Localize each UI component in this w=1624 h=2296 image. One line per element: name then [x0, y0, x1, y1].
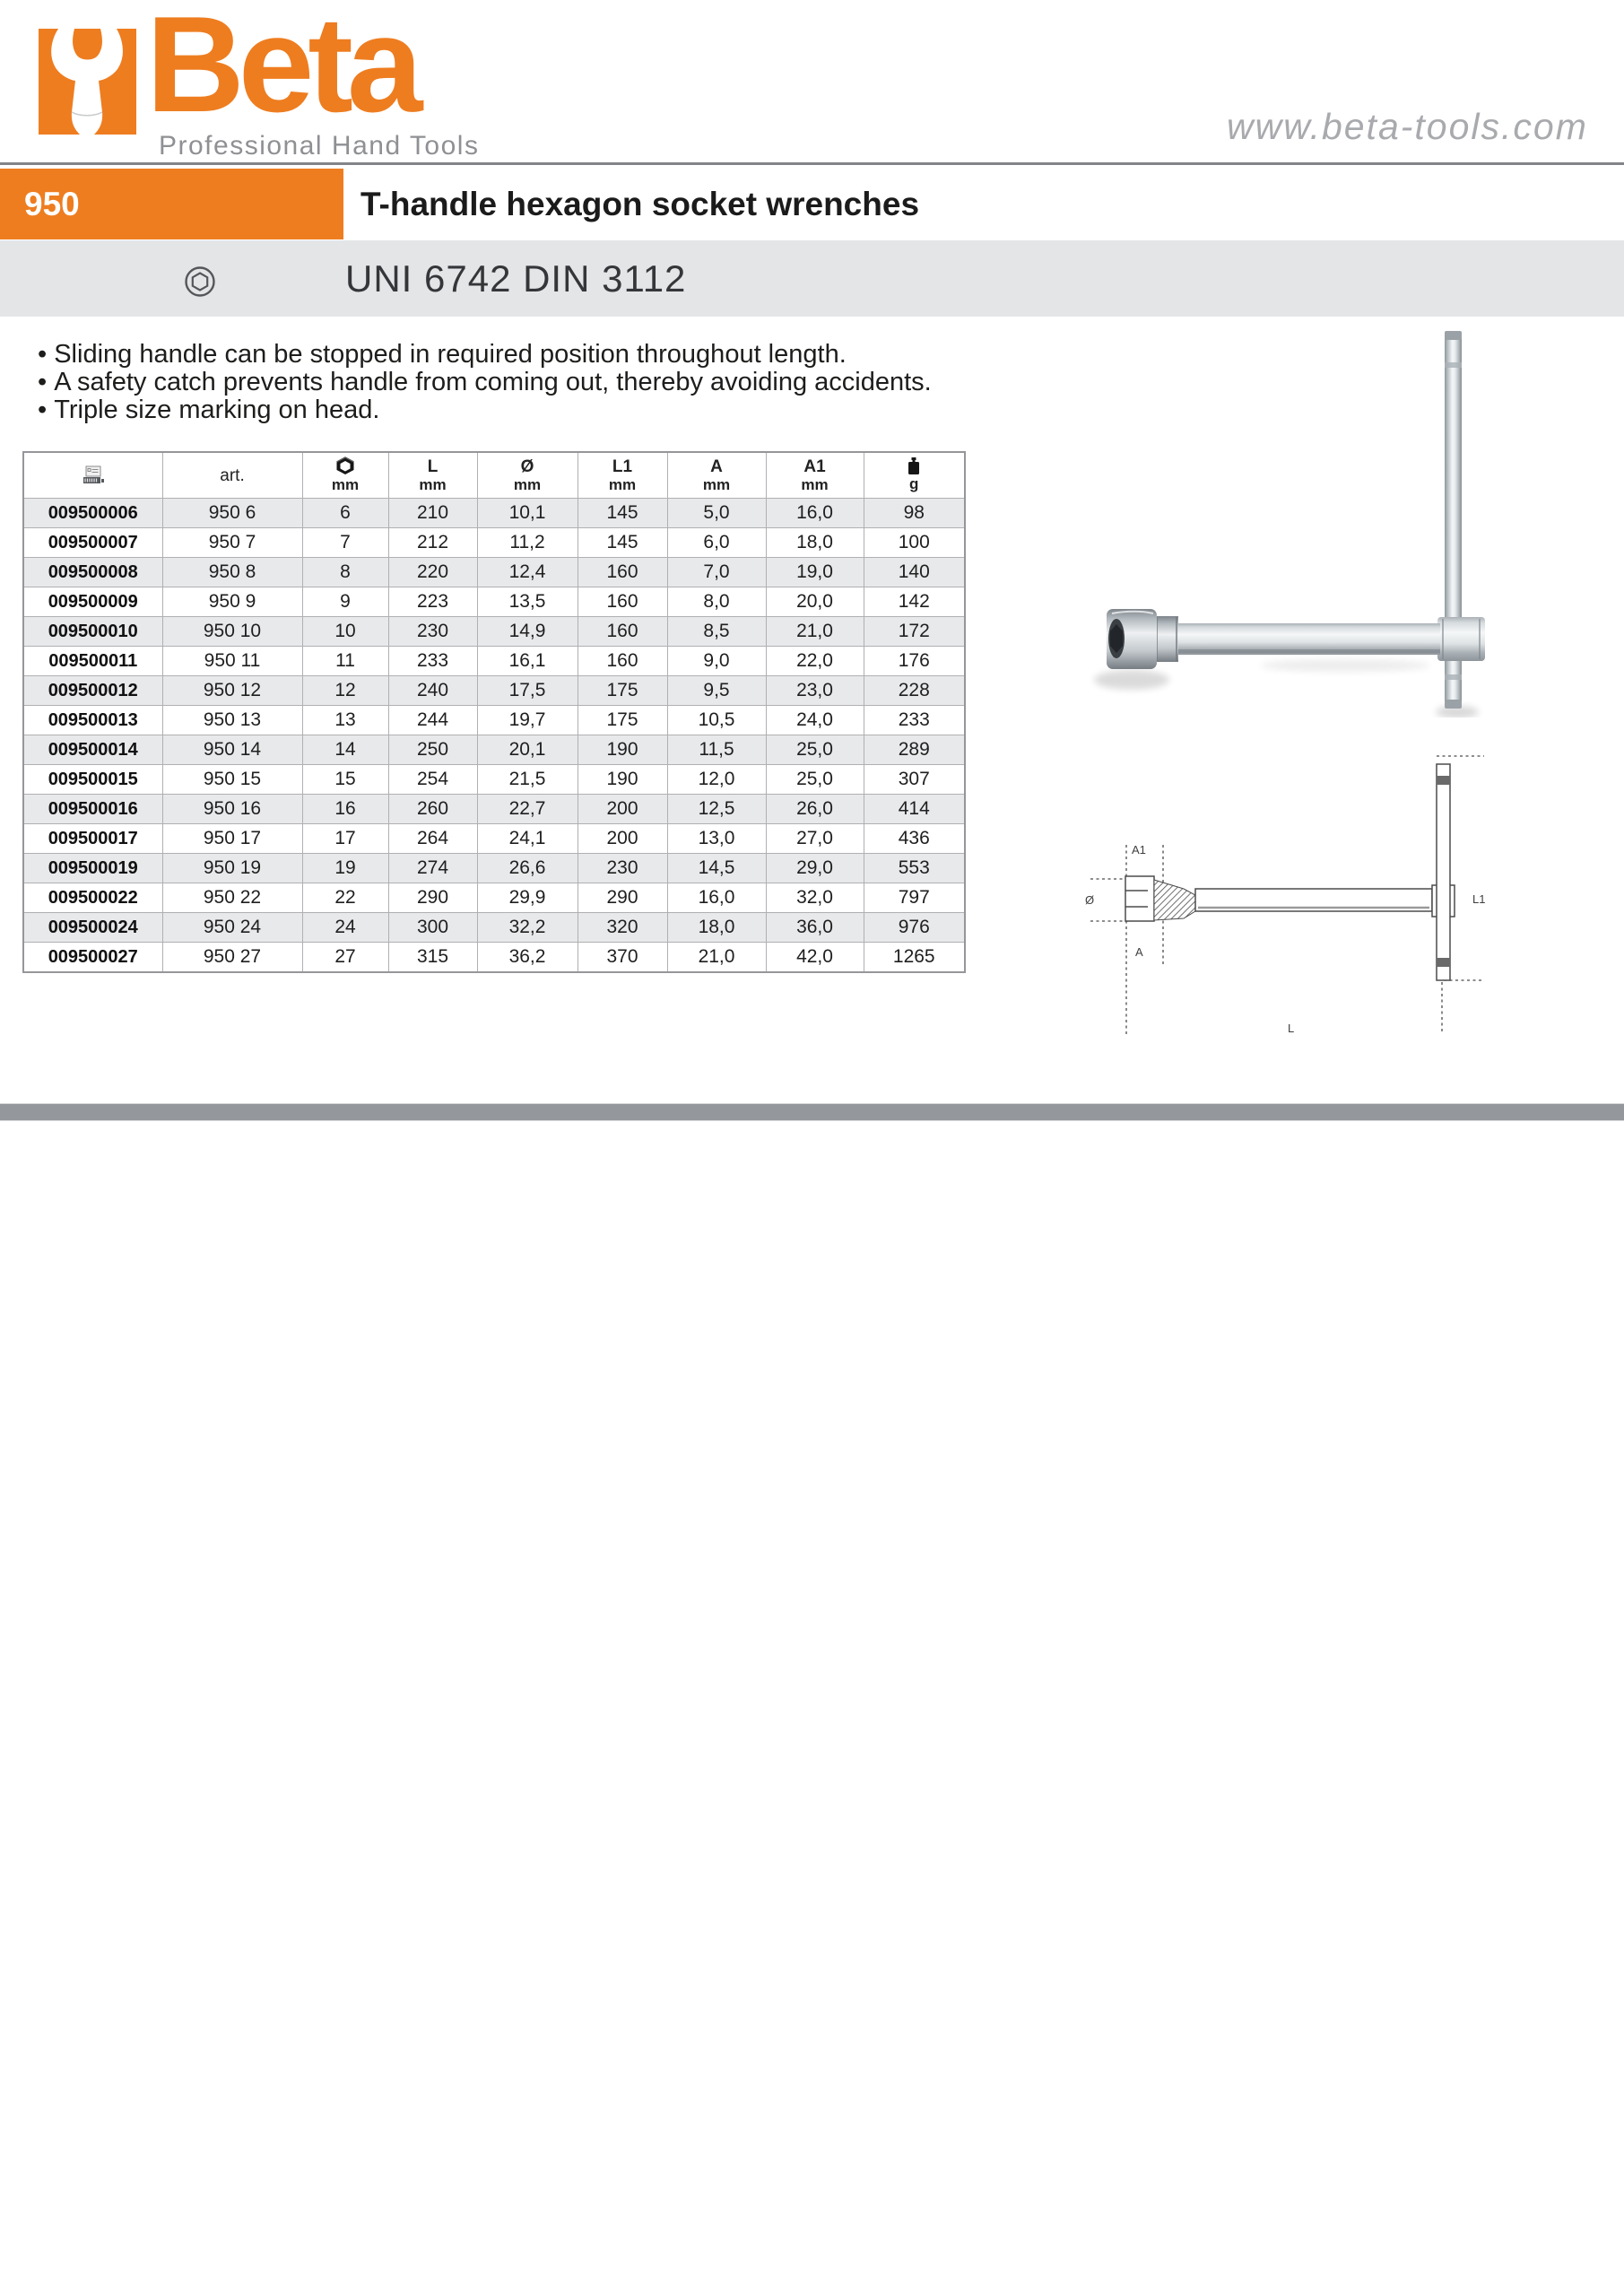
cell-code: 009500012 [23, 676, 162, 706]
feature-item: • A safety catch prevents handle from coming out, thereby avoiding accidents. [38, 369, 932, 396]
table-row [23, 735, 965, 765]
col-unit: mm [419, 475, 447, 493]
cell-value: 5,0 [667, 499, 766, 528]
cell-value: 553 [864, 854, 965, 883]
cell-value: 370 [578, 943, 667, 973]
cell-value: 22 [302, 883, 388, 913]
cell-value: 10 [302, 617, 388, 647]
cell-value: 260 [388, 795, 477, 824]
cell-code: 009500022 [23, 883, 162, 913]
cell-value: 21,5 [477, 765, 578, 795]
hexagon-standard-icon [180, 262, 220, 306]
cell-value: 25,0 [766, 765, 864, 795]
standard-bar [0, 240, 1624, 317]
cell-value: 233 [388, 647, 477, 676]
cell-value: 98 [864, 499, 965, 528]
table-row [23, 558, 965, 587]
cell-value: 10,5 [667, 706, 766, 735]
cell-value: 16,0 [766, 499, 864, 528]
cell-value: 14 [302, 735, 388, 765]
cell-value: 230 [578, 854, 667, 883]
cell-code: 009500013 [23, 706, 162, 735]
cell-value: 24,1 [477, 824, 578, 854]
cell-value: 19,0 [766, 558, 864, 587]
cell-value: 16 [302, 795, 388, 824]
cell-value: 24,0 [766, 706, 864, 735]
cell-value: 175 [578, 706, 667, 735]
col-label: A1 [803, 457, 826, 476]
cell-value: 976 [864, 913, 965, 943]
cell-value: 160 [578, 647, 667, 676]
col-label: L [427, 457, 439, 476]
weight-icon [864, 457, 965, 474]
standard-designation: UNI 6742 DIN 3112 [345, 257, 687, 300]
cell-code: 009500009 [23, 587, 162, 617]
cell-value: 228 [864, 676, 965, 706]
cell-value: 16,1 [477, 647, 578, 676]
cell-value: 950 6 [162, 499, 302, 528]
col-unit: mm [608, 475, 637, 493]
table-row [23, 676, 965, 706]
cell-value: 6,0 [667, 528, 766, 558]
col-unit: mm [513, 475, 542, 493]
cell-value: 19 [302, 854, 388, 883]
cell-value: 160 [578, 558, 667, 587]
cell-value: 950 27 [162, 943, 302, 973]
product-code: 950 [24, 186, 80, 222]
cell-value: 32,0 [766, 883, 864, 913]
cell-value: 230 [388, 617, 477, 647]
cell-value: 27,0 [766, 824, 864, 854]
col-header-art. [162, 452, 302, 499]
brand-tagline: Professional Hand Tools [159, 131, 480, 161]
dim-label-diameter: Ø [1085, 893, 1095, 907]
cell-value: 950 11 [162, 647, 302, 676]
cell-value: 254 [388, 765, 477, 795]
col-unit: mm [331, 476, 360, 493]
header-divider [0, 162, 1624, 165]
col-header-A [667, 452, 766, 499]
table-row [23, 706, 965, 735]
brand-name: Beta [146, 0, 417, 141]
cell-value: 29,0 [766, 854, 864, 883]
cell-value: 7,0 [667, 558, 766, 587]
dim-label-a: A [1135, 945, 1143, 959]
cell-value: 17 [302, 824, 388, 854]
cell-value: 29,9 [477, 883, 578, 913]
cell-value: 950 24 [162, 913, 302, 943]
website-url: www.beta-tools.com [1227, 106, 1588, 147]
cell-value: 9,0 [667, 647, 766, 676]
cell-code: 009500016 [23, 795, 162, 824]
cell-value: 274 [388, 854, 477, 883]
cell-value: 18,0 [766, 528, 864, 558]
cell-value: 950 8 [162, 558, 302, 587]
cell-value: 176 [864, 647, 965, 676]
cell-value: 100 [864, 528, 965, 558]
col-label: A [710, 457, 723, 476]
dim-label-l: L [1288, 1022, 1295, 1035]
cell-value: 26,0 [766, 795, 864, 824]
col-unit: g [909, 475, 919, 492]
cell-value: 11 [302, 647, 388, 676]
col-label: L1 [612, 457, 633, 476]
cell-value: 950 12 [162, 676, 302, 706]
table-row [23, 647, 965, 676]
cell-value: 244 [388, 706, 477, 735]
cell-value: 220 [388, 558, 477, 587]
cell-value: 26,6 [477, 854, 578, 883]
col-header-L [388, 452, 477, 499]
bottom-divider-bar [0, 1103, 1624, 1121]
cell-value: 22,7 [477, 795, 578, 824]
cell-value: 13,0 [667, 824, 766, 854]
table-row [23, 824, 965, 854]
cell-value: 950 9 [162, 587, 302, 617]
cell-value: 436 [864, 824, 965, 854]
col-unit: mm [801, 475, 829, 493]
cell-value: 223 [388, 587, 477, 617]
cell-value: 27 [302, 943, 388, 973]
cell-code: 009500010 [23, 617, 162, 647]
cell-value: 145 [578, 528, 667, 558]
beta-logo [39, 29, 136, 135]
cell-value: 32,2 [477, 913, 578, 943]
cell-value: 190 [578, 765, 667, 795]
dim-label-a1: A1 [1132, 843, 1146, 857]
cell-value: 950 7 [162, 528, 302, 558]
dimension-diagram [1073, 744, 1494, 1040]
cell-value: 9 [302, 587, 388, 617]
cell-value: 21,0 [667, 943, 766, 973]
cell-value: 172 [864, 617, 965, 647]
cell-value: 160 [578, 587, 667, 617]
cell-value: 7 [302, 528, 388, 558]
cell-value: 12 [302, 676, 388, 706]
feature-item: • Triple size marking on head. [38, 396, 932, 424]
col-header-Ø [477, 452, 578, 499]
cell-value: 23,0 [766, 676, 864, 706]
cell-value: 950 14 [162, 735, 302, 765]
cell-code: 009500027 [23, 943, 162, 973]
cell-value: 145 [578, 499, 667, 528]
cell-value: 233 [864, 706, 965, 735]
cell-value: 160 [578, 617, 667, 647]
cell-value: 13 [302, 706, 388, 735]
cell-code: 009500011 [23, 647, 162, 676]
barcode-plate-icon [24, 465, 162, 486]
col-label: Ø [520, 457, 534, 476]
product-code-bar [0, 169, 343, 239]
cell-value: 307 [864, 765, 965, 795]
cell-code: 009500015 [23, 765, 162, 795]
cell-code: 009500008 [23, 558, 162, 587]
cell-value: 20,1 [477, 735, 578, 765]
page-title: T-handle hexagon socket wrenches [360, 186, 920, 222]
cell-value: 15 [302, 765, 388, 795]
cell-value: 18,0 [667, 913, 766, 943]
hex-socket-icon [303, 457, 388, 475]
cell-value: 24 [302, 913, 388, 943]
cell-value: 200 [578, 824, 667, 854]
cell-value: 11,2 [477, 528, 578, 558]
cell-value: 9,5 [667, 676, 766, 706]
col-header-hex-socket-icon [302, 452, 388, 499]
cell-value: 950 19 [162, 854, 302, 883]
cell-value: 190 [578, 735, 667, 765]
cell-value: 797 [864, 883, 965, 913]
table-header-row [23, 452, 965, 499]
spec-table [22, 451, 966, 973]
cell-code: 009500019 [23, 854, 162, 883]
cell-value: 212 [388, 528, 477, 558]
dim-label-l1: L1 [1472, 892, 1486, 906]
cell-value: 290 [578, 883, 667, 913]
feature-item: • Sliding handle can be stopped in required position throughout length. [38, 341, 932, 369]
cell-value: 950 22 [162, 883, 302, 913]
cell-value: 36,2 [477, 943, 578, 973]
table-row [23, 587, 965, 617]
col-header-L1 [578, 452, 667, 499]
table-row [23, 883, 965, 913]
cell-value: 290 [388, 883, 477, 913]
cell-value: 36,0 [766, 913, 864, 943]
cell-value: 210 [388, 499, 477, 528]
cell-value: 315 [388, 943, 477, 973]
cell-code: 009500017 [23, 824, 162, 854]
cell-value: 25,0 [766, 735, 864, 765]
cell-value: 14,9 [477, 617, 578, 647]
cell-value: 8 [302, 558, 388, 587]
cell-value: 13,5 [477, 587, 578, 617]
product-photo [1076, 323, 1498, 718]
table-row [23, 795, 965, 824]
cell-code: 009500024 [23, 913, 162, 943]
cell-value: 175 [578, 676, 667, 706]
cell-value: 16,0 [667, 883, 766, 913]
table-row [23, 499, 965, 528]
cell-value: 17,5 [477, 676, 578, 706]
cell-value: 14,5 [667, 854, 766, 883]
table-row [23, 528, 965, 558]
cell-code: 009500006 [23, 499, 162, 528]
cell-value: 414 [864, 795, 965, 824]
cell-value: 8,5 [667, 617, 766, 647]
cell-value: 264 [388, 824, 477, 854]
cell-value: 12,0 [667, 765, 766, 795]
cell-value: 950 17 [162, 824, 302, 854]
col-header-barcode-plate-icon [23, 452, 162, 499]
col-header-weight-icon [864, 452, 965, 499]
cell-value: 300 [388, 913, 477, 943]
cell-value: 12,4 [477, 558, 578, 587]
table-row [23, 913, 965, 943]
cell-value: 1265 [864, 943, 965, 973]
cell-value: 22,0 [766, 647, 864, 676]
cell-value: 19,7 [477, 706, 578, 735]
cell-value: 10,1 [477, 499, 578, 528]
cell-value: 11,5 [667, 735, 766, 765]
table-row [23, 854, 965, 883]
table-row [23, 943, 965, 973]
cell-value: 6 [302, 499, 388, 528]
cell-code: 009500007 [23, 528, 162, 558]
col-unit: mm [702, 475, 731, 493]
cell-value: 142 [864, 587, 965, 617]
cell-value: 21,0 [766, 617, 864, 647]
table-row [23, 765, 965, 795]
cell-value: 320 [578, 913, 667, 943]
cell-value: 289 [864, 735, 965, 765]
table-row [23, 617, 965, 647]
cell-value: 200 [578, 795, 667, 824]
cell-value: 8,0 [667, 587, 766, 617]
cell-value: 950 16 [162, 795, 302, 824]
cell-value: 42,0 [766, 943, 864, 973]
cell-value: 950 10 [162, 617, 302, 647]
col-header-A1 [766, 452, 864, 499]
cell-code: 009500014 [23, 735, 162, 765]
cell-value: 20,0 [766, 587, 864, 617]
cell-value: 950 13 [162, 706, 302, 735]
cell-value: 12,5 [667, 795, 766, 824]
cell-value: 240 [388, 676, 477, 706]
cell-value: 140 [864, 558, 965, 587]
cell-value: 950 15 [162, 765, 302, 795]
cell-value: 250 [388, 735, 477, 765]
table-body [23, 499, 965, 973]
col-label: art. [220, 465, 245, 485]
wrench-icon [39, 29, 136, 135]
feature-list [38, 341, 932, 424]
